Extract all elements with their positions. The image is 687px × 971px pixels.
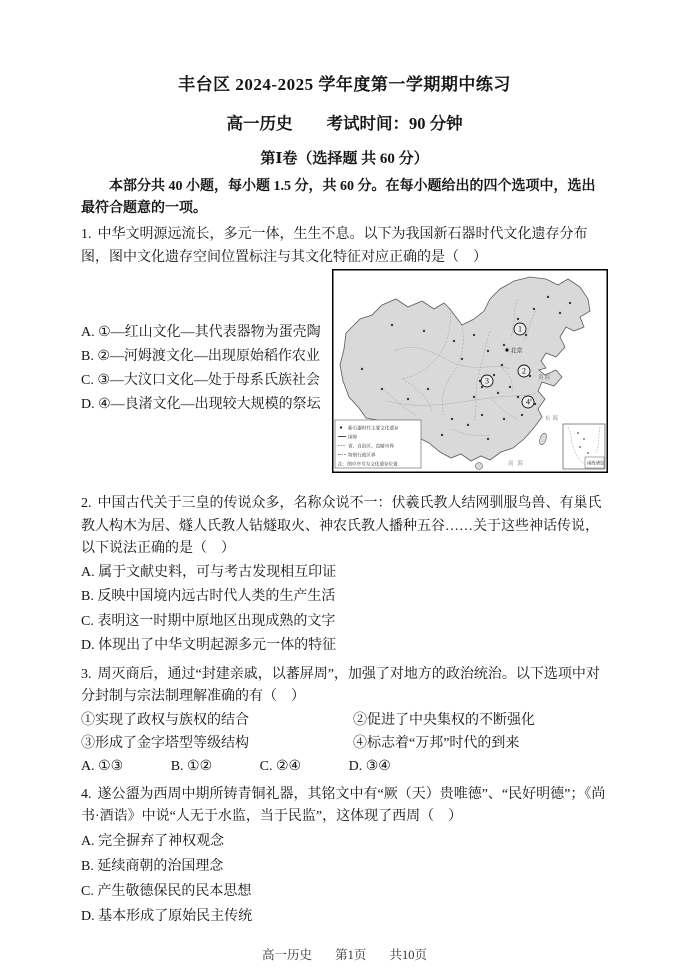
option-a: A. ①—红山文化—其代表器物为蛋壳陶: [81, 325, 321, 340]
footer-course: 高一历史: [261, 947, 312, 962]
hainan-island: [476, 463, 483, 470]
option-b: B. ①②: [170, 758, 213, 774]
question-1-stem: 1. 中华文明源远流长，多元一体，生生不息。以下为我国新石器时代文化遗存分布图，图中文化遗存空间位置标注与其文化特征对应正确的是（ ）: [81, 227, 588, 265]
svg-text:3: 3: [485, 376, 489, 386]
subitem-4: ④标志着“万邦”时代的到来: [353, 735, 520, 751]
question-3-stem: 3. 周灭商后，通过“封建亲戚，以蕃屏周”，加强了对地方的政治统治。以下选项中对分封制与宗法制理解准确的有（ ）: [81, 666, 600, 704]
question-3: [81, 664, 608, 779]
subitem-1: ①实现了政权与族权的结合: [81, 712, 249, 728]
question-4: [81, 784, 608, 929]
section-instructions: 本部分共 40 小题，每小题 1.5 分，共 60 分。在每小题给出的四个选项中，选出最符合题意的一项。: [81, 179, 596, 216]
course-name: 高一历史: [226, 114, 293, 133]
option-c: C. ③—大汶口文化—处于母系氏族社会: [81, 373, 320, 388]
subitem-3: ③形成了金字塔型等级结构: [81, 735, 249, 751]
map-legend: [335, 420, 421, 468]
question-number: 2.: [81, 496, 92, 511]
option-d: D. ④—良渚文化—出现较大规模的祭坛: [81, 397, 321, 412]
svg-text:4: 4: [526, 397, 530, 407]
china-neolithic-map: [332, 269, 608, 478]
legend-item-sar-border: 特别行政区界: [348, 452, 376, 458]
option-b: B. 反映中国境内远古时代人类的生产生活: [81, 589, 336, 604]
course-line: [81, 110, 608, 134]
marker-3: [481, 375, 493, 387]
question-1-body: [81, 269, 608, 478]
question-2: [81, 493, 608, 659]
question-2-options: [81, 561, 608, 659]
inset-label: 南海诸岛: [587, 460, 605, 466]
option-c: C. 表明这一时期中原地区出现成熟的文字: [81, 613, 336, 629]
option-a: A. 完全摒弃了神权观念: [81, 833, 225, 849]
option-c: C. 产生敬德保民的民本思想: [81, 883, 252, 899]
east-sea-label: 东海: [545, 416, 561, 422]
marker-4: [522, 396, 534, 408]
svg-text:1: 1: [518, 324, 522, 334]
legend-note: 注：图中序号为文化遗存位置: [338, 461, 398, 467]
footer-page-total: 共10页: [389, 947, 428, 962]
question-3-subitems: [81, 709, 608, 755]
footer-page-number: 第1页: [335, 947, 367, 962]
exam-time: 考试时间：90 分钟: [326, 114, 463, 133]
south-sea-inset: [563, 424, 605, 469]
question-3-options: [81, 755, 608, 779]
section-title: 第Ⅰ卷（选择题 共 60 分）: [260, 151, 429, 167]
yellow-sea-label: 黄海: [538, 375, 552, 381]
page-footer: [81, 945, 608, 963]
marker-2: [518, 365, 530, 377]
option-d: D. 基本形成了原始民主传统: [81, 908, 253, 924]
option-b: B. ②—河姆渡文化—出现原始稻作农业: [81, 349, 320, 364]
question-number: 4.: [81, 786, 92, 802]
option-b: B. 延续商朝的治国理念: [81, 858, 224, 874]
legend-item-province-border: 省、自治区、直辖市界: [348, 443, 394, 449]
south-sea-label: 南海: [508, 461, 528, 467]
option-c: C. ②④: [259, 758, 302, 774]
map-figure: [332, 269, 608, 473]
subitem-2: ②促进了中央集权的不断强化: [353, 712, 535, 728]
legend-item-national-border: 国界: [348, 434, 358, 440]
question-1-options: [81, 269, 332, 417]
page-title: 丰台区 2024-2025 学年度第一学期期中练习: [178, 75, 511, 94]
question-4-stem: 4. 遂公盨为西周中期所铸青铜礼器，其铭文中有“厥（天）贵唯德”、“民好明德”；《尚书·酒诰》中说“人无于水监，当于民监”，这体现了西周（ ）: [81, 786, 606, 824]
option-d: D. ③④: [348, 758, 391, 774]
question-number: 3.: [81, 666, 92, 682]
svg-text:2: 2: [522, 366, 526, 376]
option-a: A. ①③: [81, 758, 124, 774]
option-d: D. 体现出了中华文明起源多元一体的特征: [81, 638, 337, 653]
question-4-options: [81, 829, 608, 929]
question-2-stem: 2. 中国古代关于三皇的传说众多，名称众说不一：伏羲氏教人结网驯服鸟兽、有巢氏教人构木为居、燧人氏教人钻燧取火、神农氏教人播种五谷……关于这些神话传说，以下说法正确的是（ ）: [81, 496, 602, 556]
option-a: A. 属于文献史料，可与考古发现相互印证: [81, 564, 337, 580]
beijing-dot: [505, 348, 508, 351]
question-number: 1.: [81, 227, 92, 242]
beijing-label: 北京: [510, 348, 523, 355]
legend-item-sites: 新石器时代主要文化遗存: [348, 425, 399, 431]
marker-1: [514, 323, 526, 335]
